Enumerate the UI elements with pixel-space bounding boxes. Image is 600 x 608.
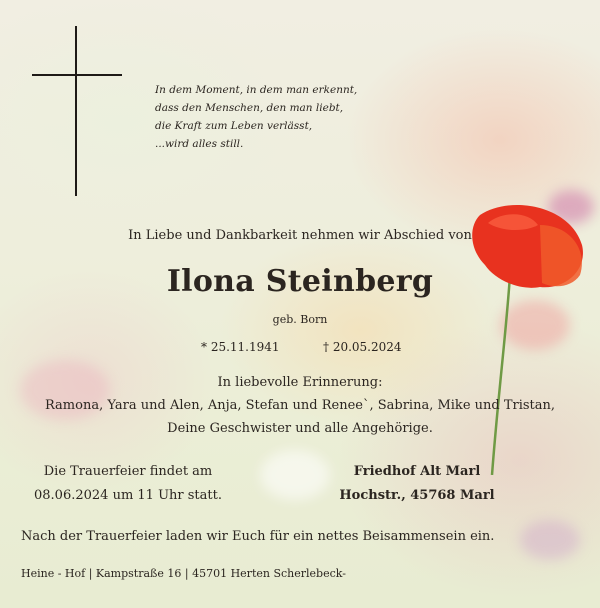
cross-icon-bar	[32, 74, 122, 76]
funeral-home-footer: Heine - Hof | Kampstraße 16 | 45701 Herten Scherlebeck-	[21, 567, 346, 580]
funeral-line: Die Trauerfeier findet am	[43, 464, 213, 479]
death-date: † 20.05.2024	[323, 340, 402, 354]
funeral-location	[330, 460, 504, 508]
funeral-line: 08.06.2024 um 11 Uhr statt.	[34, 488, 222, 503]
poem-line: In dem Moment, in dem man erkennt,	[155, 84, 358, 96]
background-blossom	[260, 450, 330, 500]
poem-line: die Kraft zum Leben verlässt,	[155, 120, 313, 132]
background-blossom	[520, 520, 580, 560]
intro-text: In Liebe und Dankbarkeit nehmen wir Abschied von	[128, 228, 472, 243]
memory-title: In liebevolle Erinnerung:	[217, 375, 383, 390]
invitation-text: Nach der Trauerfeier laden wir Euch für ein nettes Beisammensein ein.	[21, 529, 495, 544]
poem-line: ...wird alles still.	[155, 138, 244, 150]
poem-line: dass den Menschen, den man liebt,	[155, 102, 344, 114]
memory-line: Ramona, Yara und Alen, Anja, Stefan und Renee`, Sabrina, Mike und Tristan,	[44, 398, 556, 413]
memory-line: Deine Geschwister und alle Angehörige.	[167, 421, 433, 436]
birth-name: geb. Born	[272, 313, 328, 326]
poem	[155, 81, 357, 153]
location-address: Hochstr., 45768 Marl	[339, 488, 495, 503]
birth-date: * 25.11.1941	[201, 340, 280, 354]
funeral-info	[22, 460, 234, 508]
deceased-name: Ilona Steinberg	[166, 264, 434, 299]
cross-icon	[75, 26, 77, 196]
location-name: Friedhof Alt Marl	[353, 464, 481, 479]
